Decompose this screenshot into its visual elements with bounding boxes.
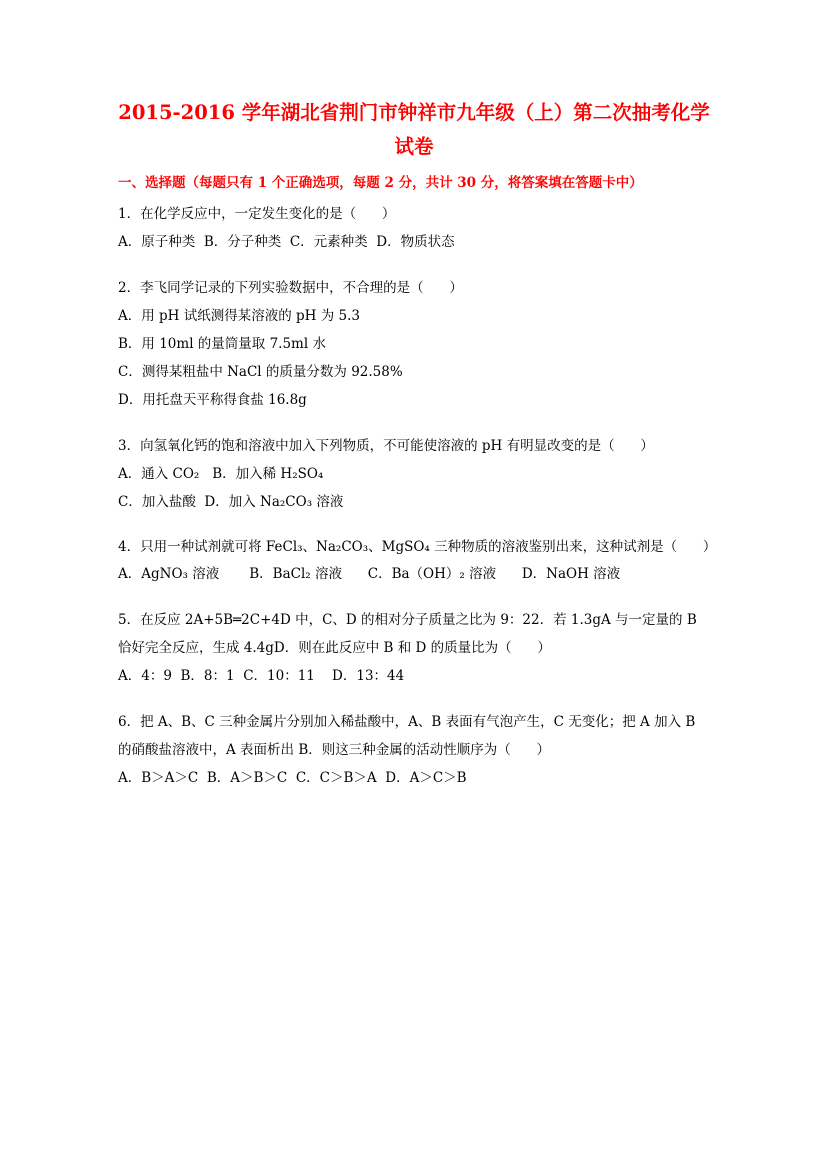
question-option: A．原子种类 B．分子种类 C．元素种类 D．物质状态: [118, 234, 455, 250]
question-option: C．测得某粗盐中 NaCl 的质量分数为 92.58%: [118, 364, 403, 380]
question-item: [118, 432, 710, 516]
question-option: A．4：9 B．8：1 C．10：11 D．13：44: [118, 668, 405, 684]
question-item: [118, 606, 710, 690]
question-item: [118, 274, 710, 414]
section-heading: 一、选择题（每题只有 1 个正确选项，每题 2 分，共计 30 分，将答案填在答题卡中）: [118, 175, 643, 191]
question-stem: 6．把 A、B、C 三种金属片分别加入稀盐酸中，A、B 表面有气泡产生，C 无变化；把 A 加入 B 的硝酸盐溶液中，A 表面析出 B．则这三种金属的活动性顺序为（ ）: [118, 714, 700, 758]
question-option: A．B＞A＞C B．A＞B＞C C．C＞B＞A D．A＞C＞B: [118, 770, 467, 786]
question-item: [118, 200, 710, 256]
question-option: C．加入盐酸 D．加入 Na₂CO₃ 溶液: [118, 494, 344, 510]
question-stem: 2．李飞同学记录的下列实验数据中，不合理的是（ ）: [118, 280, 463, 296]
question-item: [118, 534, 717, 588]
question-stem: 3．向氢氧化钙的饱和溶液中加入下列物质，不可能使溶液的 pH 有明显改变的是（ ）: [118, 438, 654, 454]
question-stem: 1．在化学反应中，一定发生变化的是（ ）: [118, 206, 396, 222]
question-option: D．用托盘天平称得食盐 16.8g: [118, 392, 307, 408]
question-stem: 5．在反应 2A+5B═2C+4D 中，C、D 的相对分子质量之比为 9：22．若 1.3gA 与一定量的 B 恰好完全反应，生成 4.4gD．则在此反应中 B 和 D 的质量比为（ ）: [118, 612, 702, 656]
question-option: A．AgNO₃ 溶液 B．BaCl₂ 溶液 C．Ba（OH）₂ 溶液 D．NaOH 溶液: [118, 566, 621, 582]
question-option: B．用 10ml 的量筒量取 7.5ml 水: [118, 336, 326, 352]
question-option: A．用 pH 试纸测得某溶液的 pH 为 5.3: [118, 308, 361, 324]
page-title: 2015-2016 学年湖北省荆门市钟祥市九年级（上）第二次抽考化学试卷: [118, 101, 710, 158]
question-item: [118, 708, 710, 792]
document-content: [118, 96, 717, 810]
question-option: A．通入 CO₂ B．加入稀 H₂SO₄: [118, 466, 324, 482]
question-stem: 4．只用一种试剂就可将 FeCl₃、Na₂CO₃、MgSO₄ 三种物质的溶液鉴别出来，这种试剂是（ ）: [118, 539, 717, 555]
